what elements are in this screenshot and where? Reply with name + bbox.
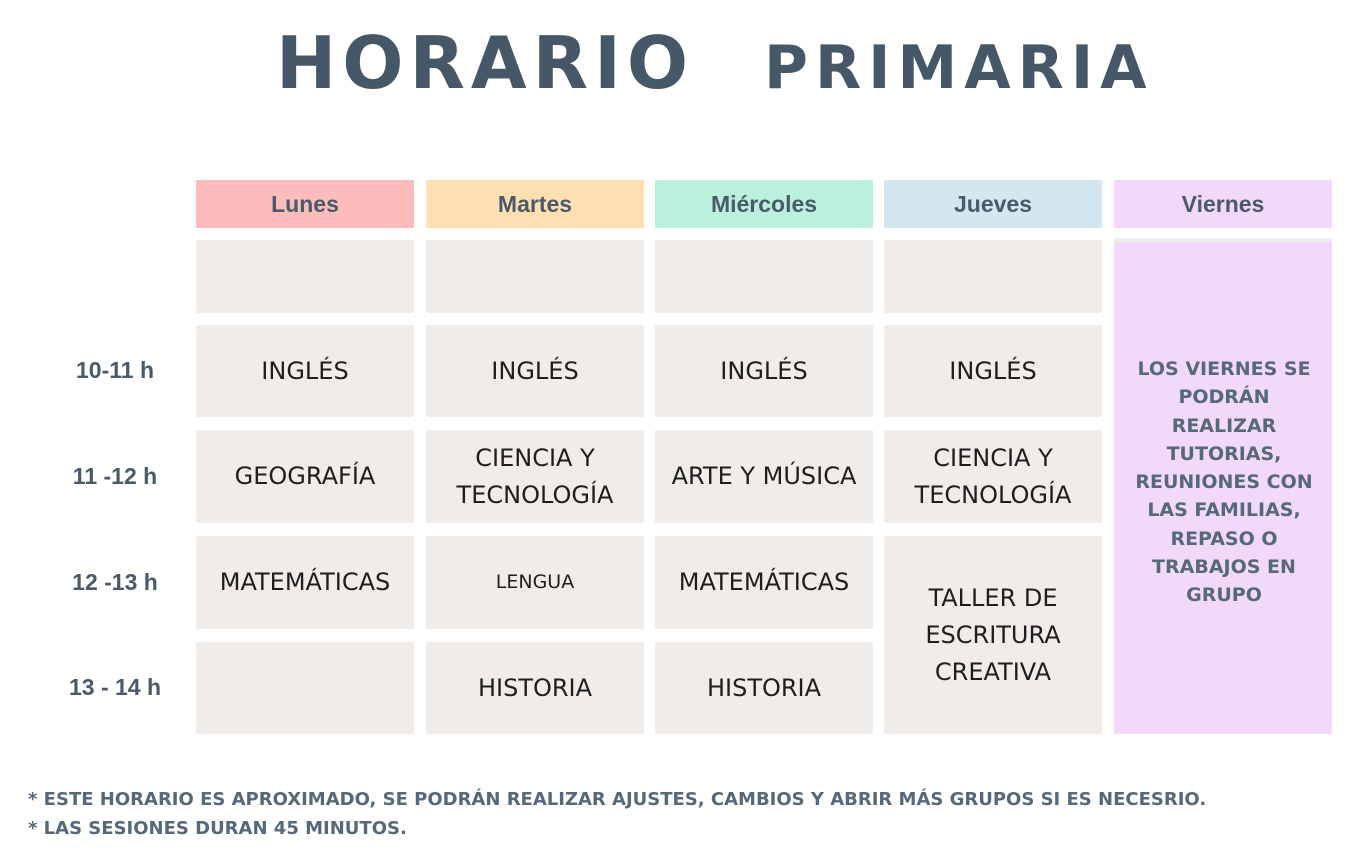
schedule-cell: HISTORIA xyxy=(426,642,644,734)
day-header-viernes: Viernes xyxy=(1114,180,1332,228)
friday-note: LOS VIERNES SE PODRÁN REALIZAR TUTORIAS, REUNIONES CON LAS FAMILIAS, REPASO O TRABAJOS EN GRUPO xyxy=(1135,358,1313,607)
footnote: * LAS SESIONES DURAN 45 MINUTOS. xyxy=(28,818,407,839)
schedule-cell: MATEMÁTICAS xyxy=(196,536,414,629)
time-label: 11 -12 h xyxy=(72,463,158,489)
schedule-cell: CIENCIA Y TECNOLOGÍA xyxy=(884,430,1102,523)
day-header-miercoles: Miércoles xyxy=(655,180,873,228)
schedule-cell: CIENCIA Y TECNOLOGÍA xyxy=(426,430,644,523)
footnote: * ESTE HORARIO ES APROXIMADO, SE PODRÁN REALIZAR AJUSTES, CAMBIOS Y ABRIR MÁS GRUPOS SI ES NECESRIO. xyxy=(28,789,1207,810)
day-header-lunes: Lunes xyxy=(196,180,414,228)
schedule-cell xyxy=(196,642,414,734)
page-title xyxy=(0,22,1366,112)
schedule-cell xyxy=(884,240,1102,313)
time-label: 13 - 14 h xyxy=(68,674,162,700)
schedule-cell xyxy=(655,240,873,313)
day-header-jueves: Jueves xyxy=(884,180,1102,228)
schedule-cell: MATEMÁTICAS xyxy=(655,536,873,629)
title-sub: PRIMARIA xyxy=(764,33,1154,103)
schedule-cell: LENGUA xyxy=(426,536,644,629)
time-label: 12 -13 h xyxy=(72,569,158,595)
schedule-cell: TALLER DE ESCRITURA CREATIVA xyxy=(884,536,1102,734)
schedule-cell: INGLÉS xyxy=(426,325,644,417)
schedule-cell xyxy=(196,240,414,313)
schedule-cell xyxy=(426,240,644,313)
day-header-martes: Martes xyxy=(426,180,644,228)
schedule-cell: INGLÉS xyxy=(655,325,873,417)
schedule-cell: INGLÉS xyxy=(884,325,1102,417)
schedule-cell: INGLÉS xyxy=(196,325,414,417)
schedule-cell: HISTORIA xyxy=(655,642,873,734)
time-label: 10-11 h xyxy=(76,357,154,383)
schedule-cell: ARTE Y MÚSICA xyxy=(655,430,873,523)
title-main: HORARIO xyxy=(276,21,695,105)
schedule-cell: GEOGRAFÍA xyxy=(196,430,414,523)
